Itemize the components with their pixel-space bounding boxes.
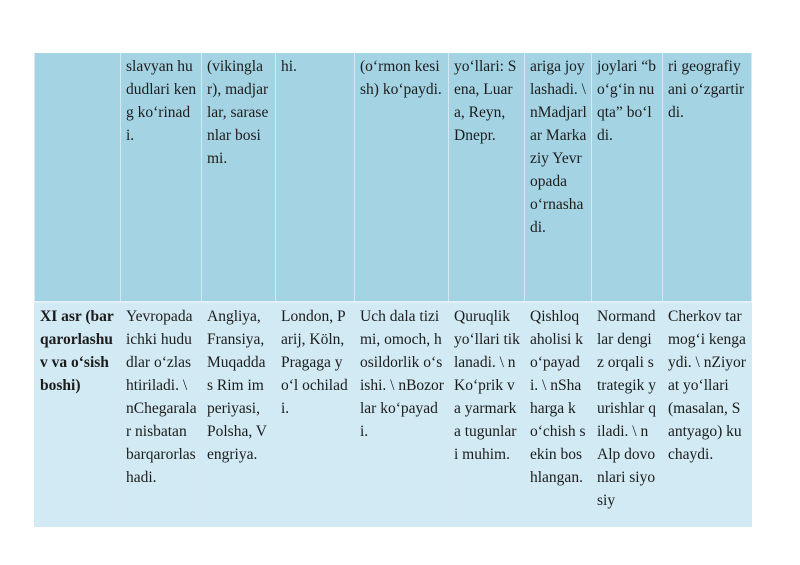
- table-cell: hi.: [276, 53, 355, 302]
- table-cell: Angliya, Fransiya, Muqaddas Rim imperiyasi, Polsha, Vengriya.: [202, 302, 276, 527]
- table-cell: ariga joylashadi. \ nMadjarlar Markaziy Yevropada o‘rnashadi.: [525, 53, 592, 302]
- table-cell: Uch dala tizimi, omoch, hosildorlik o‘sishi. \ nBozorlar ko‘payadi.: [355, 302, 449, 527]
- table-cell: (vikinglar), madjarlar, sarasenlar bosimi.: [202, 53, 276, 302]
- table-cell: joylari “bo‘g‘in nuqta” bo‘ldi.: [592, 53, 663, 302]
- table-cell: ri geografiyani o‘zgartirdi.: [663, 53, 752, 302]
- table-cell: Yevropada ichki hududlar o‘zlashtiriladi. \ nChegaralar nisbatan barqarorlashadi.: [121, 302, 202, 527]
- table-cell: London, Parij, Köln, Pragaga yo‘l ochiladi.: [276, 302, 355, 527]
- table-cell: [35, 53, 121, 302]
- table-cell: Qishloq aholisi ko‘payadi. \ nShaharga ko‘chish sekin boshlangan.: [525, 302, 592, 527]
- table-cell: Quruqlik yo‘llari tiklanadi. \ nKo‘prik va yarmarka tugunlari muhim.: [449, 302, 525, 527]
- table-cell: (o‘rmon kesish) ko‘paydi.: [355, 53, 449, 302]
- table-cell: Cherkov tarmog‘i kengaydi. \ nZiyorat yo‘llari (masalan, Santyago) kuchaydi.: [663, 302, 752, 527]
- table-cell: slavyan hududlari keng ko‘rinadi.: [121, 53, 202, 302]
- table-row: [35, 53, 752, 302]
- table-cell: yo‘llari: Sena, Luara, Reyn, Dnepr.: [449, 53, 525, 302]
- table-cell: Normandlar dengiz orqali strategik yurishlar qiladi. \ nAlp dovonlari siyosiy: [592, 302, 663, 527]
- period-heading-cell: XI asr (barqarorlashuv va o‘sish boshi): [35, 302, 121, 527]
- history-table: [34, 53, 752, 527]
- table-row: [35, 302, 752, 527]
